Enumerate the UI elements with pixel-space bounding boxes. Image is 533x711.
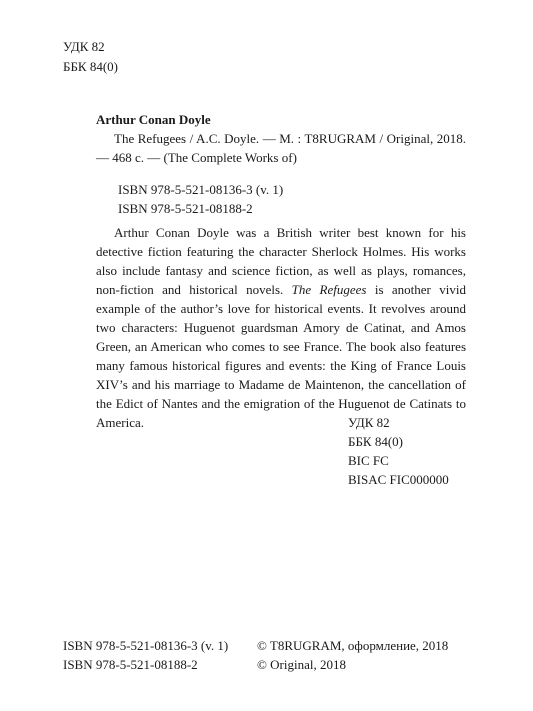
bibliographic-description: The Refugees / A.C. Doyle. — M. : T8RUGRAM / Original, 2018. — 468 c. — (The Complete Works of) [96,131,466,165]
bbk-code: ББК 84(0) [63,59,119,74]
footer-isbn-volume: ISBN 978-5-521-08136-3 (v. 1) [63,638,229,653]
bibliographic-record [96,110,466,167]
copyright-publisher: © T8RUGRAM, оформление, 2018 [257,638,449,653]
annotation-paragraph [96,223,466,432]
bbk-code: ББК 84(0) [348,434,404,449]
author-heading: Arthur Conan Doyle [96,112,211,127]
bic-code: BIC FC [348,453,389,468]
copyright-original: © Original, 2018 [257,657,346,672]
footer-isbn [63,636,228,674]
footer-copyright [257,636,448,674]
udk-code: УДК 82 [348,415,390,430]
isbn-set: ISBN 978-5-521-08188-2 [118,201,253,216]
isbn-list [118,180,283,218]
annotation [96,223,466,432]
top-classification-codes [63,37,118,77]
isbn-volume: ISBN 978-5-521-08136-3 (v. 1) [118,182,284,197]
annotation-text-end: is another vivid example of the author’s love for historical events. It revolves around two characters: Huguenot guardsman Amory de Catinat, and Amos Green, an American who comes to see France. The book also features many famous historical figures and events: the King of France Louis XIV’s and his marriage to Madame de Maintenon, the cancellation of the Edict of Nantes and the emigration of the Huguenot de Catinats to America. [96,282,466,430]
book-title-italic: The Refugees [291,282,367,297]
bisac-code: BISAC FIC000000 [348,472,449,487]
annotation-text-start: Arthur Conan Doyle was a British writer best known for his detective fiction featuring the character Sherlock Holmes. His works also include fantasy and science fiction, as well as plays, romances, non-fiction and historical novels. [96,225,466,297]
footer-isbn-set: ISBN 978-5-521-08188-2 [63,657,198,672]
classification-codes [348,413,449,489]
udk-code: УДК 82 [63,39,105,54]
